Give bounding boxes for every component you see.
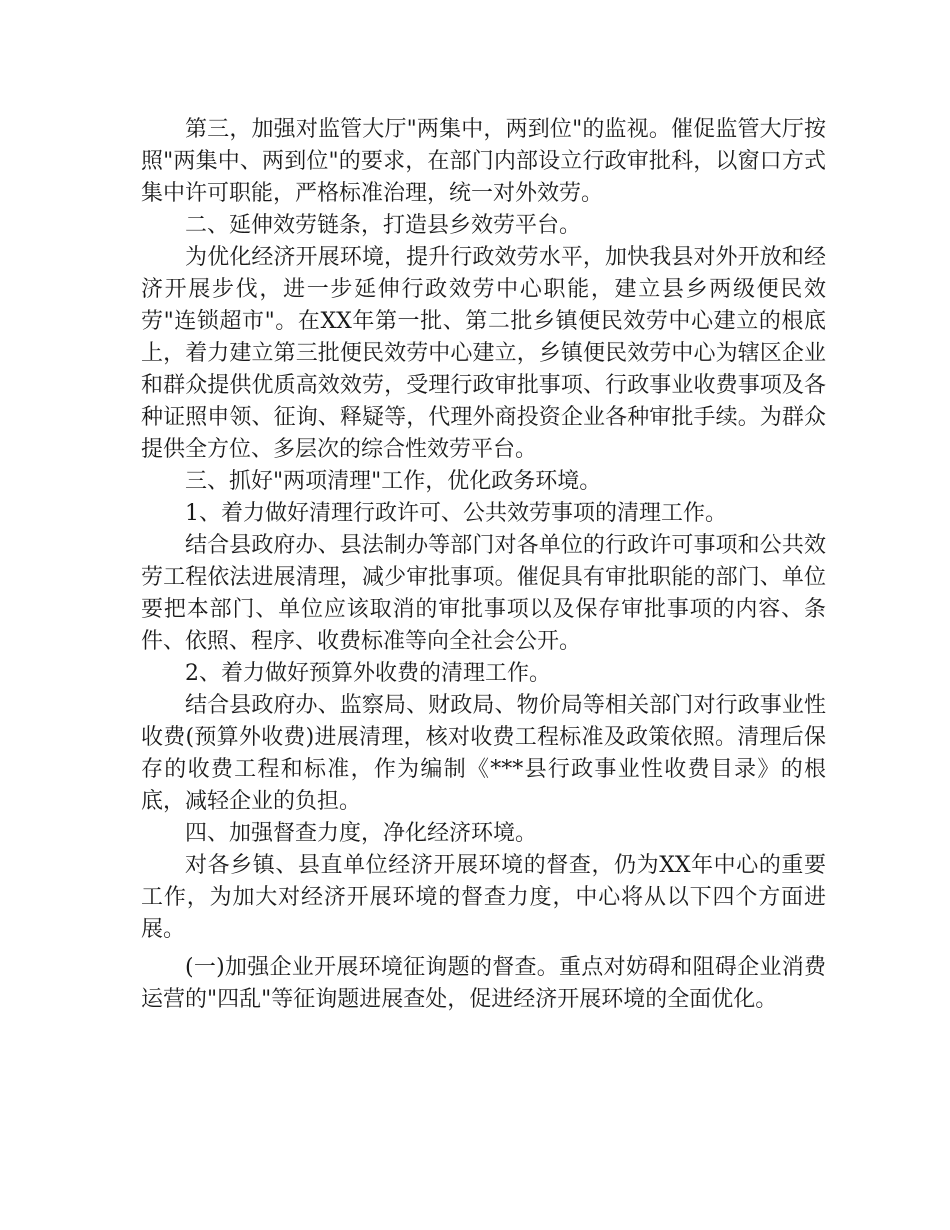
- document-body: [141, 114, 826, 1016]
- heading-two-cleanups: 三、抓好"两项清理"工作，优化政务环境。: [185, 469, 602, 494]
- paragraph-supervision-hall: 第三，加强对监管大厅"两集中，两到位"的监视。催促监管大厅按照"两集中、两到位"的要求，在部门内部设立行政审批科，以窗口方式集中许可职能，严格标准治理，统一对外效劳。: [141, 117, 826, 206]
- paragraph-extrabudget-fee-cleanup: 结合县政府办、监察局、财政局、物价局等相关部门对行政事业性收费(预算外收费)进展清理，核对收费工程标准及政策依照。清理后保存的收费工程和标准，作为编制《***县行政事业性收费目录》的根底，减轻企业的负担。: [141, 693, 826, 814]
- paragraph-inspection-intro: 对各乡镇、县直单位经济开展环境的督查，仍为XX年中心的重要工作，为加大对经济开展环境的督查力度，中心将从以下四个方面进展。: [141, 853, 826, 942]
- paragraph-service-platform: 为优化经济开展环境，提升行政效劳水平，加快我县对外开放和经济开展步伐，进一步延伸行政效劳中心职能，建立县乡两级便民效劳"连锁超市"。在XX年第一批、第二批乡镇便民效劳中心建立的根底上，着力建立第三批便民效劳中心建立，乡镇便民效劳中心为辖区企业和群众提供优质高效效劳，受理行政审批事项、行政事业收费事项及各种证照申领、征询、释疑等，代理外商投资企业各种审批手续。为群众提供全方位、多层次的综合性效劳平台。: [141, 245, 826, 462]
- subheading-admin-license-cleanup: 1、着力做好清理行政许可、公共效劳事项的清理工作。: [185, 501, 727, 526]
- heading-extend-service-chain: 二、延伸效劳链条，打造县乡效劳平台。: [185, 213, 582, 238]
- paragraph-admin-license-cleanup: 结合县政府办、县法制办等部门对各单位的行政许可事项和公共效劳工程依法进展清理，减少审批事项。催促具有审批职能的部门、单位要把本部门、单位应该取消的审批事项以及保存审批事项的内容、条件、依照、程序、收费标准等向全社会公开。: [141, 533, 826, 654]
- heading-strengthen-inspection: 四、加强督查力度，净化经济环境。: [185, 821, 538, 846]
- paragraph-inspection-item-1: (一)加强企业开展环境征询题的督查。重点对妨碍和阻碍企业消费运营的"四乱"等征询题进展查处，促进经济开展环境的全面优化。: [141, 955, 826, 1012]
- subheading-extrabudget-fee-cleanup: 2、着力做好预算外收费的清理工作。: [185, 661, 551, 686]
